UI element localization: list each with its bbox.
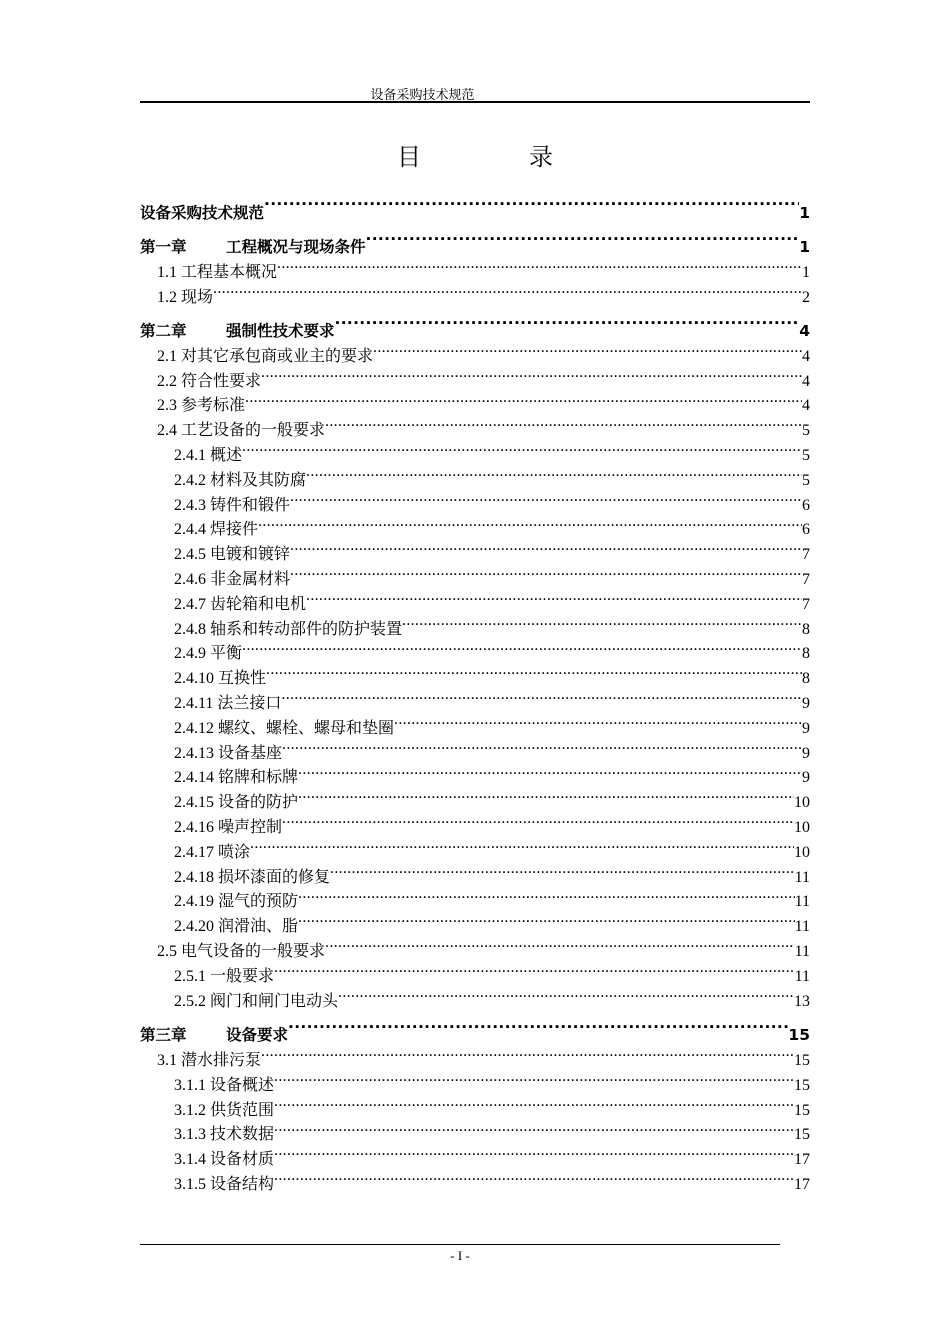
toc-leader-dots — [306, 460, 802, 485]
toc-entry-label — [174, 791, 298, 816]
toc-leader-dots — [282, 733, 802, 758]
toc-leader-dots — [242, 634, 802, 659]
toc-page-number: 7 — [802, 546, 810, 564]
toc-leader-dots — [373, 336, 802, 361]
toc-section-entry[interactable] — [140, 277, 810, 306]
toc-page-number: 7 — [802, 571, 810, 589]
toc-leader-dots — [394, 708, 802, 733]
toc-page-number: 8 — [802, 620, 810, 638]
toc-leader-dots — [258, 510, 802, 535]
toc-entry-text: 强制性技术要求 — [226, 322, 335, 341]
toc-page-number: 15 — [794, 1101, 810, 1119]
toc-page-number: 15 — [788, 1026, 810, 1045]
toc-entry-text: 3.1.5 设备结构 — [174, 1175, 275, 1193]
toc-entry-text: 2.3 参考标准 — [157, 397, 246, 415]
toc-entry-label — [174, 890, 298, 915]
toc-leader-dots — [274, 1065, 794, 1090]
toc-entry-label — [174, 915, 298, 940]
toc-entry-text: 2.4.18 损坏漆面的修复 — [174, 868, 331, 886]
toc-page-number: 6 — [802, 521, 810, 539]
toc-entry-text: 3.1.2 供货范围 — [174, 1101, 275, 1119]
toc-entry-label — [174, 568, 290, 593]
table-of-contents — [140, 183, 810, 1193]
toc-entry-text: 工程概况与现场条件 — [226, 238, 366, 256]
toc-leader-dots — [330, 857, 795, 882]
toc-page-number: 17 — [794, 1151, 810, 1169]
toc-entry-text: 2.4.1 概述 — [174, 447, 243, 465]
toc-leader-dots — [290, 485, 802, 510]
toc-page-number: 4 — [799, 322, 810, 341]
toc-entry-text: 2.4.3 铸件和锻件 — [174, 496, 291, 514]
toc-leader-dots — [277, 252, 802, 277]
toc-page-number: 15 — [794, 1051, 810, 1069]
toc-leader-dots — [298, 906, 795, 931]
toc-entry-text: 3.1 潜水排污泵 — [157, 1051, 262, 1069]
toc-leader-dots — [245, 386, 802, 411]
toc-entry-text: 2.5 电气设备的一般要求 — [157, 943, 326, 961]
toc-page-number: 11 — [794, 868, 810, 886]
toc-page-number: 2 — [802, 288, 810, 306]
footer-rule — [140, 1244, 780, 1245]
toc-leader-dots — [306, 584, 802, 609]
toc-leader-dots — [274, 1115, 794, 1140]
toc-page-number: 11 — [794, 893, 810, 911]
toc-entry-label — [174, 667, 266, 692]
toc-page-number: 8 — [802, 645, 810, 663]
toc-entry-text: 2.4.9 平衡 — [174, 645, 243, 663]
toc-chapter-number: 第二章 — [140, 322, 187, 341]
toc-entry-text: 2.4.6 非金属材料 — [174, 571, 291, 589]
toc-page-number: 4 — [802, 347, 810, 365]
toc-leader-dots — [261, 1040, 794, 1065]
toc-leader-dots — [402, 609, 802, 634]
toc-leader-dots — [338, 981, 794, 1006]
toc-leader-dots — [366, 218, 800, 253]
toc-leader-dots — [264, 183, 799, 218]
toc-leader-dots — [335, 302, 800, 337]
toc-entry-label — [140, 196, 264, 231]
toc-leader-dots — [261, 361, 802, 386]
toc-page-number: 10 — [794, 843, 810, 861]
toc-entry-text: 2.4.15 设备的防护 — [174, 794, 299, 812]
toc-entry-text: 2.4.5 电镀和镀锌 — [174, 546, 291, 564]
toc-entry-text: 2.4.17 喷涂 — [174, 843, 251, 861]
toc-leader-dots — [242, 435, 802, 460]
toc-page-number: 9 — [802, 695, 810, 713]
toc-entry-text: 3.1.1 设备概述 — [174, 1076, 275, 1094]
toc-chapter-entry[interactable] — [140, 302, 810, 341]
toc-chapter-number: 第三章 — [140, 1026, 187, 1045]
toc-entry-label — [174, 965, 274, 990]
toc-leader-dots — [298, 882, 795, 907]
toc-leader-dots — [288, 1006, 788, 1041]
toc-entry-text: 2.4.2 材料及其防腐 — [174, 471, 307, 489]
toc-entry-label — [174, 1099, 274, 1124]
toc-page-number: 11 — [794, 918, 810, 936]
toc-leader-dots — [298, 758, 802, 783]
toc-entry-text: 2.4.19 湿气的预防 — [174, 893, 299, 911]
toc-title: 目录 — [397, 143, 661, 171]
toc-entry-label — [174, 1148, 274, 1173]
toc-entry-text: 2.4.8 轴系和转动部件的防护装置 — [174, 620, 403, 638]
toc-entry-label — [174, 518, 258, 543]
toc-entry-label — [174, 593, 306, 618]
toc-entry-text: 2.4.16 噪声控制 — [174, 819, 283, 837]
toc-entry-label — [174, 1173, 274, 1198]
toc-entry-label — [157, 1049, 261, 1074]
toc-leader-dots — [274, 956, 795, 981]
toc-page-number: 6 — [802, 496, 810, 514]
toc-entry-label — [157, 286, 213, 311]
toc-page-number: 4 — [802, 397, 810, 415]
toc-entry-label — [140, 314, 335, 349]
toc-leader-dots — [281, 683, 802, 708]
toc-entry-label — [157, 394, 245, 419]
toc-entry-text: 2.4.4 焊接件 — [174, 521, 259, 539]
toc-page-number: 9 — [802, 744, 810, 762]
toc-leader-dots — [213, 277, 802, 302]
toc-page-number: 15 — [794, 1126, 810, 1144]
toc-page-number: 1 — [799, 238, 810, 256]
toc-leader-dots — [290, 559, 802, 584]
toc-entry-label — [174, 766, 298, 791]
toc-entry-text: 2.4.11 法兰接口 — [174, 695, 282, 713]
toc-leader-dots — [290, 534, 802, 559]
toc-entry-text: 2.4.13 设备基座 — [174, 744, 283, 762]
toc-leader-dots — [274, 1164, 794, 1189]
toc-entry-label — [174, 1074, 274, 1099]
toc-page-number: 8 — [802, 670, 810, 688]
toc-entry-text: 3.1.3 技术数据 — [174, 1126, 275, 1144]
toc-entry-label — [174, 742, 282, 767]
toc-entry-text: 2.5.2 阀门和闸门电动头 — [174, 992, 339, 1010]
page-number: - I - — [450, 1248, 470, 1263]
toc-page-number: 1 — [799, 203, 810, 222]
toc-leader-dots — [298, 782, 794, 807]
toc-leader-dots — [274, 1090, 794, 1115]
toc-entry-text: 2.5.1 一般要求 — [174, 967, 275, 985]
toc-leader-dots — [250, 832, 794, 857]
toc-entry-label — [174, 642, 242, 667]
toc-leader-dots — [274, 1139, 794, 1164]
toc-entry-text: 1.1 工程基本概况 — [157, 263, 278, 281]
toc-entry-text: 2.4.10 互换性 — [174, 670, 267, 688]
toc-page-number: 10 — [794, 819, 810, 837]
toc-entry-text: 2.4 工艺设备的一般要求 — [157, 422, 326, 440]
toc-chapter-number: 第一章 — [140, 238, 187, 256]
toc-entry-text: 设备采购技术规范 — [140, 203, 265, 222]
toc-page-number: 5 — [802, 447, 810, 465]
toc-entry-text: 3.1.4 设备材质 — [174, 1151, 275, 1169]
toc-entry-text: 2.4.20 润滑油、脂 — [174, 918, 299, 936]
toc-entry-text: 2.1 对其它承包商或业主的要求 — [157, 347, 374, 365]
toc-page-number: 9 — [802, 719, 810, 737]
toc-page-number: 7 — [802, 595, 810, 613]
toc-page-number: 9 — [802, 769, 810, 787]
toc-leader-dots — [266, 658, 802, 683]
toc-page-number: 11 — [794, 943, 810, 961]
toc-page-number: 15 — [794, 1076, 810, 1094]
toc-page-number: 10 — [794, 794, 810, 812]
toc-entry-label — [174, 444, 242, 469]
toc-entry-text: 2.2 符合性要求 — [157, 372, 262, 390]
toc-leader-dots — [325, 410, 802, 435]
toc-page-number: 5 — [802, 471, 810, 489]
toc-entry-label — [174, 841, 250, 866]
toc-entry-text: 设备要求 — [226, 1026, 289, 1045]
header-rule — [140, 101, 810, 103]
toc-leader-dots — [325, 931, 795, 956]
toc-entry-label — [174, 692, 281, 717]
toc-chapter-entry[interactable] — [140, 183, 810, 222]
toc-entry-text: 1.2 现场 — [157, 288, 214, 306]
toc-entry-text: 2.4.12 螺纹、螺栓、螺母和垫圈 — [174, 719, 395, 737]
toc-entry-label — [174, 543, 290, 568]
toc-page-number: 11 — [794, 967, 810, 985]
toc-page-number: 13 — [794, 992, 810, 1010]
toc-entry-text: 2.4.14 铭牌和标牌 — [174, 769, 299, 787]
toc-entry-label — [174, 469, 306, 494]
running-header: 设备采购技术规范 — [370, 87, 475, 102]
toc-page-number: 4 — [802, 372, 810, 390]
toc-leader-dots — [282, 807, 794, 832]
toc-page-number: 5 — [802, 422, 810, 440]
toc-page-number: 17 — [794, 1175, 810, 1193]
toc-entry-label — [174, 1123, 274, 1148]
toc-page-number: 1 — [802, 263, 810, 281]
toc-entry-text: 2.4.7 齿轮箱和电机 — [174, 595, 307, 613]
